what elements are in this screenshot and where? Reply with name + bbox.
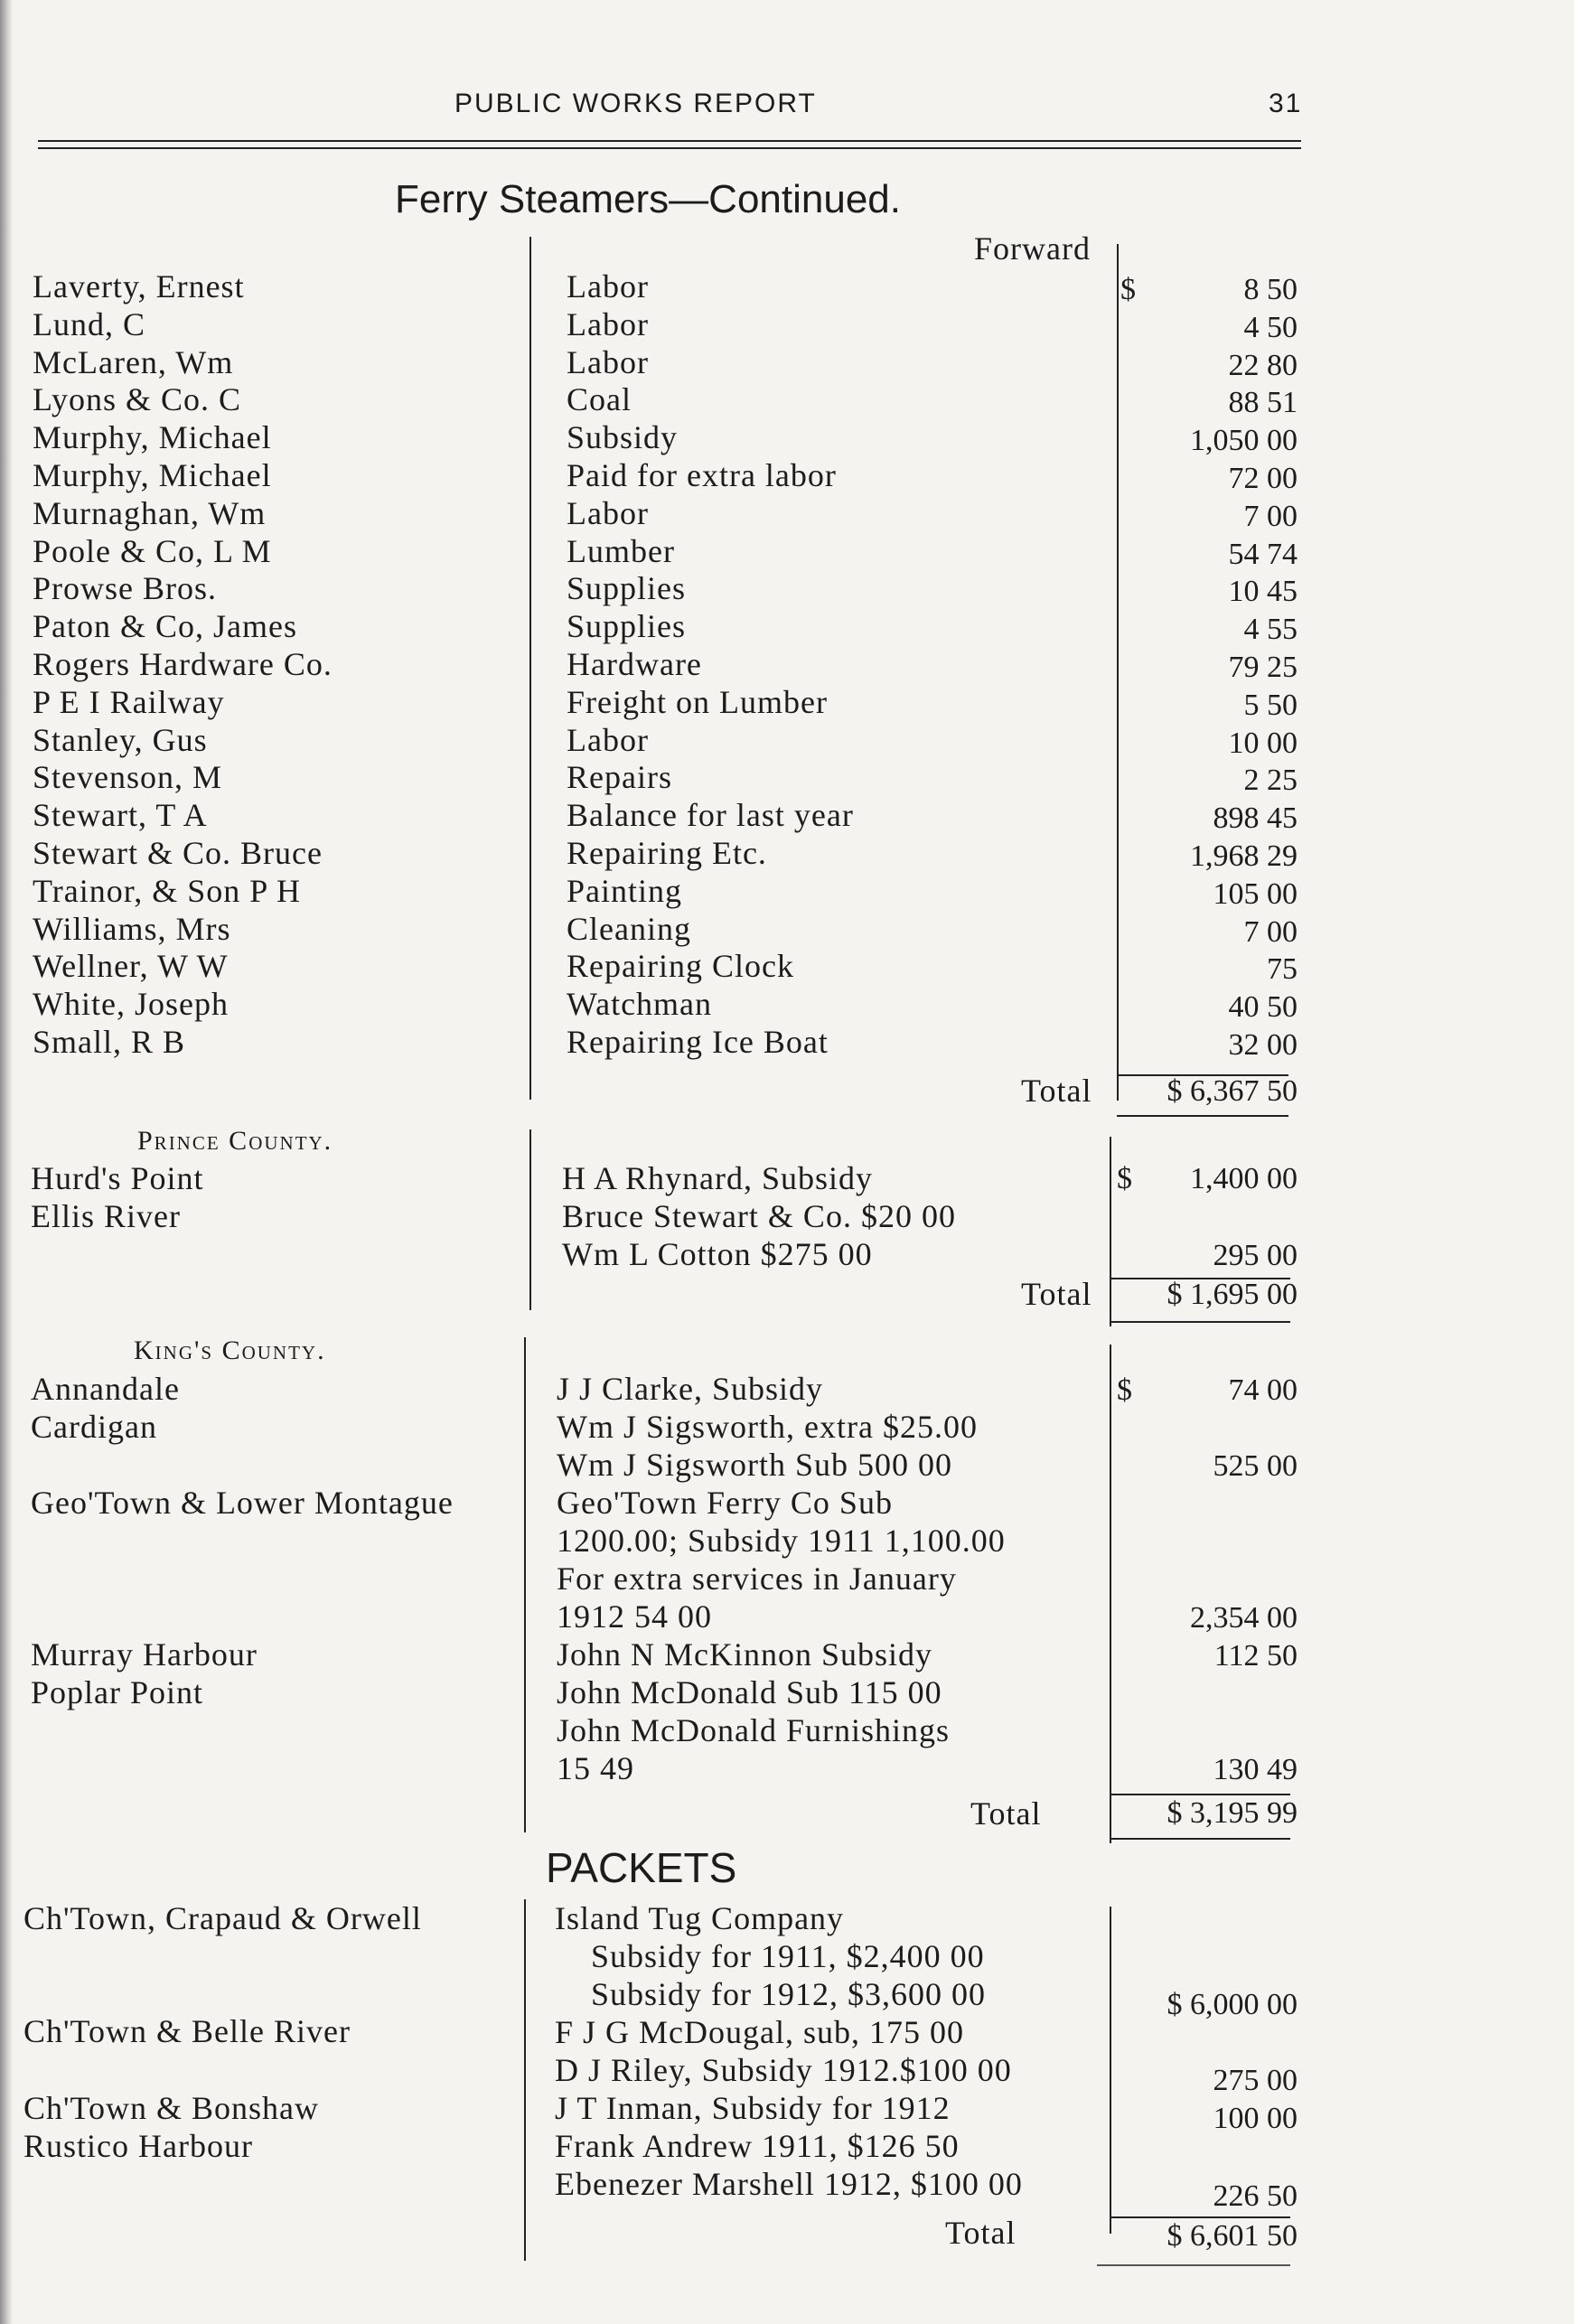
place-geotown: Geo'Town & Lower Montague: [31, 1485, 454, 1521]
payment-description: Supplies: [567, 570, 687, 606]
payee-name: Wellner, W W: [33, 948, 229, 984]
column-divider: [529, 1129, 531, 1310]
payment-amount: 8 50: [1243, 273, 1298, 306]
payment-amount: 40 50: [1228, 990, 1298, 1024]
kings-line: J J Clarke, Subsidy: [557, 1371, 824, 1407]
packets-total-amount: $ 6,601 50: [1166, 2219, 1298, 2253]
kings-amount: 2,354 00: [1190, 1601, 1298, 1635]
payee-name: Stewart & Co. Bruce: [33, 835, 323, 871]
payment-description: Repairing Etc.: [567, 835, 767, 871]
payee-name: Williams, Mrs: [33, 911, 231, 947]
packet-line: Island Tug Company: [555, 1900, 845, 1936]
payment-description: Repairs: [567, 759, 672, 795]
payment-amount: 10 45: [1228, 575, 1298, 608]
kings-amount: 112 50: [1213, 1639, 1298, 1673]
payee-name: Rogers Hardware Co.: [33, 646, 333, 682]
payment-description: Coal: [567, 381, 632, 417]
place-poplar-point: Poplar Point: [31, 1674, 204, 1710]
payment-amount: 5 50: [1243, 689, 1298, 722]
packet-amount: 275 00: [1213, 2064, 1298, 2097]
payment-amount: 1,968 29: [1190, 839, 1298, 873]
amount-column-divider: [1110, 1907, 1111, 2234]
packet-line: Subsidy for 1911, $2,400 00: [591, 1938, 985, 1974]
payee-name: White, Joseph: [33, 986, 229, 1022]
place-belle-river: Ch'Town & Belle River: [23, 2013, 351, 2049]
payment-description: Paid for extra labor: [567, 457, 837, 493]
payment-description: Freight on Lumber: [567, 684, 828, 720]
place-ellis-river: Ellis River: [31, 1198, 181, 1234]
payee-name: Small, R B: [33, 1024, 186, 1060]
header-rule-bottom: [38, 147, 1301, 149]
page-number: 31: [1269, 89, 1303, 118]
header-rule-top: [38, 140, 1301, 142]
kings-line: Geo'Town Ferry Co Sub: [557, 1485, 893, 1521]
forward-label: Forward: [974, 230, 1091, 267]
packet-line: Subsidy for 1912, $3,600 00: [591, 1976, 987, 2012]
payment-description: Watchman: [567, 986, 713, 1022]
amount-column-divider: [1110, 1345, 1111, 1843]
kings-line: John McDonald Sub 115 00: [557, 1674, 942, 1710]
payment-amount: 72 00: [1228, 462, 1298, 495]
payee-name: Murnaghan, Wm: [33, 495, 267, 531]
payment-description: Repairing Clock: [567, 948, 794, 984]
place-hurds-point: Hurd's Point: [31, 1160, 204, 1196]
payment-amount: 2 25: [1243, 764, 1298, 797]
kings-line: Wm J Sigsworth Sub 500 00: [557, 1447, 953, 1483]
payment-amount: 32 00: [1228, 1028, 1298, 1062]
payee-name: Stewart, T A: [33, 797, 208, 833]
payee-name: Stanley, Gus: [33, 722, 208, 758]
kings-total-amount: $ 3,195 99: [1166, 1796, 1298, 1830]
payment-amount: 10 00: [1228, 726, 1298, 760]
kings-total-label: Total: [970, 1795, 1042, 1832]
place-bonshaw: Ch'Town & Bonshaw: [23, 2090, 319, 2126]
payee-name: Laverty, Ernest: [33, 268, 245, 305]
kings-line: John N McKinnon Subsidy: [557, 1636, 933, 1673]
payment-amount: 4 55: [1243, 613, 1298, 646]
column-divider: [529, 237, 531, 1100]
kings-line: 1912 54 00: [557, 1598, 712, 1635]
payee-name: Poole & Co, L M: [33, 533, 272, 569]
kings-line: 1200.00; Subsidy 1911 1,100.00: [557, 1523, 1006, 1559]
dollar-sign: $: [1117, 1162, 1132, 1195]
packet-amount: $ 6,000 00: [1166, 1988, 1298, 2021]
packet-line: J T Inman, Subsidy for 1912: [555, 2090, 951, 2126]
kings-amount: 74 00: [1228, 1373, 1298, 1407]
prince-line: Bruce Stewart & Co. $20 00: [562, 1198, 956, 1234]
prince-total-amount: $ 1,695 00: [1166, 1278, 1298, 1311]
kings-amount: 130 49: [1213, 1753, 1298, 1786]
payment-amount: 79 25: [1228, 651, 1298, 684]
payment-description: Labor: [567, 344, 649, 380]
payment-description: Painting: [567, 873, 683, 909]
kings-line: Wm J Sigsworth, extra $25.00: [557, 1409, 978, 1445]
dollar-sign: $: [1117, 1373, 1132, 1407]
payment-description: Labor: [567, 495, 649, 531]
payee-name: Murphy, Michael: [33, 419, 272, 455]
payee-name: Murphy, Michael: [33, 457, 272, 493]
total-underline: [1110, 1838, 1290, 1840]
total-underline: [1097, 2264, 1290, 2266]
payment-amount: 88 51: [1228, 386, 1298, 419]
payee-name: Paton & Co, James: [33, 608, 297, 644]
packet-amount: 226 50: [1213, 2179, 1298, 2213]
kings-county-heading: King's County.: [134, 1335, 326, 1365]
column-divider: [524, 1899, 526, 2261]
place-rustico-harbour: Rustico Harbour: [23, 2128, 253, 2164]
prince-line: Wm L Cotton $275 00: [562, 1236, 873, 1272]
payment-amount: 4 50: [1243, 311, 1298, 344]
payment-amount: 105 00: [1213, 877, 1298, 911]
packets-heading: PACKETS: [546, 1844, 737, 1891]
ferry-total-amount: $ 6,367 50: [1166, 1074, 1298, 1108]
payment-amount: 22 80: [1228, 349, 1298, 382]
prince-line: H A Rhynard, Subsidy: [562, 1160, 874, 1196]
prince-county-heading: Prince County.: [137, 1126, 333, 1156]
packet-line: Ebenezer Marshell 1912, $100 00: [555, 2166, 1023, 2202]
ferry-total-label: Total: [1021, 1073, 1092, 1109]
packet-line: F J G McDougal, sub, 175 00: [555, 2014, 965, 2050]
kings-line: John McDonald Furnishings: [557, 1712, 951, 1748]
kings-line: For extra services in January: [557, 1560, 957, 1597]
packets-total-label: Total: [945, 2215, 1017, 2251]
total-rule: [1110, 2216, 1290, 2218]
prince-amount: 295 00: [1213, 1239, 1298, 1272]
place-annandale: Annandale: [31, 1371, 180, 1407]
payee-name: Prowse Bros.: [33, 570, 218, 606]
amount-column-divider: [1117, 244, 1119, 1101]
prince-total-label: Total: [1021, 1276, 1092, 1312]
payee-name: Lyons & Co. C: [33, 381, 242, 417]
payment-description: Labor: [567, 268, 649, 305]
page-edge-shadow: [0, 0, 13, 2324]
payment-amount: 1,050 00: [1190, 424, 1298, 457]
total-underline: [1110, 1321, 1290, 1323]
payment-amount: 7 00: [1243, 500, 1298, 533]
payment-description: Repairing Ice Boat: [567, 1024, 829, 1060]
place-cardigan: Cardigan: [31, 1409, 157, 1445]
dollar-sign: $: [1120, 273, 1136, 306]
kings-amount: 525 00: [1213, 1449, 1298, 1483]
payee-name: P E I Railway: [33, 684, 225, 720]
packet-line: D J Riley, Subsidy 1912.$100 00: [555, 2052, 1012, 2088]
payment-amount: 898 45: [1213, 801, 1298, 835]
total-rule: [1110, 1794, 1290, 1795]
payment-amount: 54 74: [1228, 538, 1298, 571]
payee-name: Lund, C: [33, 306, 146, 342]
payment-description: Lumber: [567, 533, 675, 569]
payment-description: Balance for last year: [567, 797, 854, 833]
packet-line: Frank Andrew 1911, $126 50: [555, 2128, 960, 2164]
payment-description: Labor: [567, 722, 649, 758]
place-crapaud-orwell: Ch'Town, Crapaud & Orwell: [23, 1900, 422, 1936]
place-murray-harbour: Murray Harbour: [31, 1636, 258, 1673]
payment-description: Labor: [567, 306, 649, 342]
payment-description: Subsidy: [567, 419, 679, 455]
running-header-title: PUBLIC WORKS REPORT: [454, 89, 817, 118]
payment-description: Hardware: [567, 646, 702, 682]
kings-line: 15 49: [557, 1750, 634, 1786]
payee-name: Stevenson, M: [33, 759, 222, 795]
payment-amount: 7 00: [1243, 915, 1298, 949]
payment-amount: 75: [1267, 952, 1298, 986]
payment-description: Cleaning: [567, 911, 691, 947]
section-title: Ferry Steamers—Continued.: [395, 177, 901, 221]
payee-name: McLaren, Wm: [33, 344, 234, 380]
payment-description: Supplies: [567, 608, 687, 644]
packet-amount: 100 00: [1213, 2102, 1298, 2135]
column-divider: [524, 1337, 526, 1832]
total-underline: [1117, 1115, 1288, 1117]
prince-amount: 1,400 00: [1190, 1162, 1298, 1195]
payee-name: Trainor, & Son P H: [33, 873, 301, 909]
